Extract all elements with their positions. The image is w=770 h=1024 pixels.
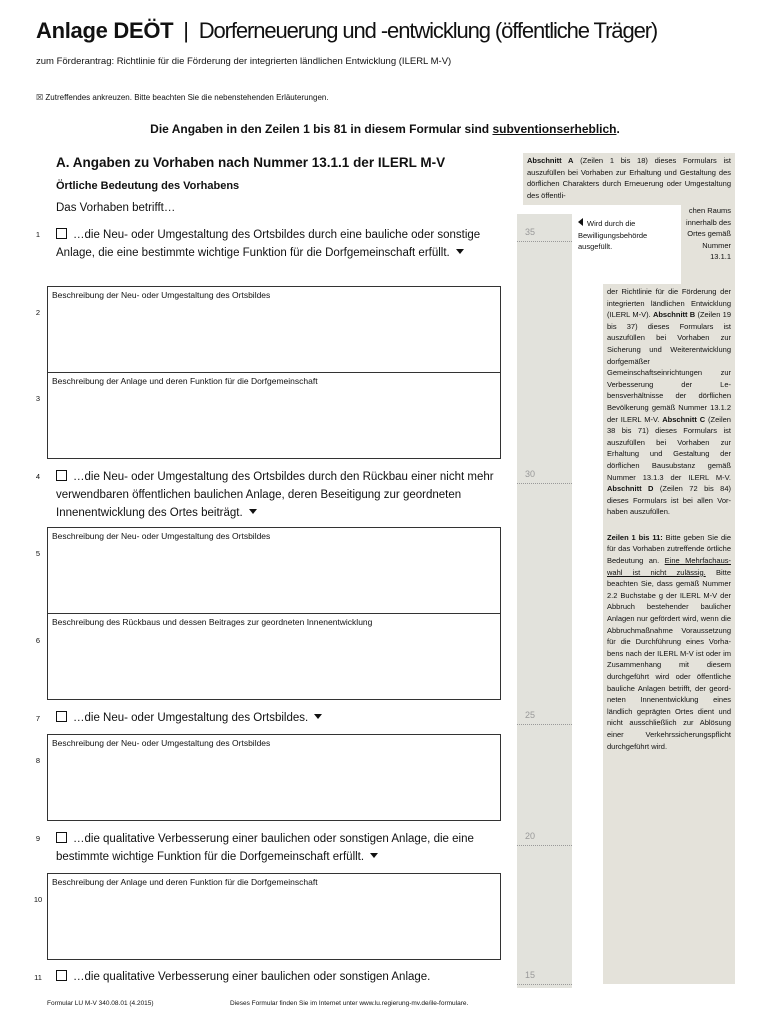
- footer-form-id: Formular LU M-V 340.08.01 (4.2015): [47, 1000, 154, 1007]
- left-arrow-icon: [578, 218, 583, 226]
- option-text: …die qualitative Verbesserung einer baulichen oder sonstigen Anlage.: [73, 971, 431, 983]
- sidebar-narrow: chen Raums innerhalb des Ortes gemäß Nummer 13.1.1: [681, 205, 735, 284]
- row-number: 9: [35, 834, 41, 843]
- description-field[interactable]: [47, 734, 501, 821]
- field-label: Beschreibung der Neu- oder Umgestaltung des Ortsbildes: [52, 738, 271, 748]
- option-text: …die qualitative Verbesserung einer baulichen oder sonstigen Anlage, die eine bestimmte wichtige Funktion für die Dorfgemeinschaft erfüllt.: [56, 833, 474, 863]
- form-title-main: Anlage DEÖT: [36, 18, 174, 43]
- notice-end: .: [616, 122, 620, 136]
- description-field[interactable]: [47, 286, 501, 373]
- sidebar-rows-underlined: Eine Mehrfachauswahl ist nicht zulässig.: [607, 556, 731, 577]
- footer-url-note: Dieses Formular finden Sie im Internet unter www.lu.regierung-mv.de/ile-formulare.: [230, 1000, 469, 1007]
- field-label: Beschreibung der Anlage und deren Funktion für die Dorfgemeinschaft: [52, 877, 318, 887]
- option-checkbox[interactable]: [56, 228, 67, 239]
- sidebar-abs-b-text: (Zeilen 19 bis 37) dieses Formulars ist auszufüllen bei Vorhaben zur Sicherung und Weiterentwicklung dorfgemäßer Gemeinschaftseinrichtungen zur Verbesserung der Lebensverhältnisse der dörflichen Bevölkerung gemäß Nummer 13.1.2 der ILERL M-V.: [607, 310, 732, 424]
- row-number: 1: [35, 230, 41, 239]
- row-number: 10: [33, 895, 43, 904]
- sidebar-rows-text: Bitte geben Sie die für das Vorhaben zutreffende örtliche Bedeutung an.: [607, 532, 732, 566]
- sidebar-abs-a-text: (Zeilen 1 bis 18) dieses Formulars ist auszufüllen bei Vorhaben zur Erhaltung und Gestaltung des dörflichen Charakters durch Erneuerung oder Umgestaltung des öffentli-: [527, 156, 731, 200]
- scale-tick: 15: [517, 970, 572, 985]
- option-row-1[interactable]: [56, 226, 498, 262]
- form-title: [36, 18, 657, 44]
- option-checkbox[interactable]: [56, 470, 67, 481]
- sidebar-rows-text-2: Bitte beachten Sie, dass gemäß Nummer 2.2 Buchstabe g der ILERL M-V der Abbruch bestehender baulicher Anlagen nur gefördert wird, wenn die Abbruchmaßnahme Voraussetzung für die Durchführung eines Vorhabens nach der ILERL M-V ist oder im Zusammenhang mit diesem durchgeführt wird oder öffentliche bauliche Anlagen betrifft, der geordneten Innenentwicklung eines ländlich geprägten Ortes dient und nicht ausschließlich zur Ablösung einer Verkehrssicherungspflicht durchgeführt wird.: [607, 567, 732, 751]
- option-checkbox[interactable]: [56, 970, 67, 981]
- row-number: 7: [35, 714, 41, 723]
- description-field[interactable]: [47, 527, 501, 614]
- scale-tick: 35: [517, 227, 572, 242]
- scale-tick: 25: [517, 710, 572, 725]
- row-number: 2: [35, 308, 41, 317]
- notice-underlined: subventionserheblich: [492, 122, 617, 136]
- scale-tick: 30: [517, 469, 572, 484]
- option-checkbox[interactable]: [56, 711, 67, 722]
- option-row-7[interactable]: [56, 709, 498, 727]
- sidebar-abs-b-label: Abschnitt B: [652, 310, 696, 320]
- sidebar-abs-c-label: Abschnitt C: [662, 414, 706, 424]
- dropdown-arrow-icon[interactable]: [249, 509, 257, 514]
- option-row-11[interactable]: [56, 968, 498, 986]
- sidebar-top: [523, 153, 735, 205]
- sidebar-abs-a-rest: der Richtlinie für die Förderung der integrierten ländlichen Entwicklung (ILERL M-V).: [607, 287, 731, 320]
- section-subtitle: Örtliche Bedeutung des Vorhabens: [56, 180, 240, 192]
- row-number: 11: [34, 973, 42, 982]
- dropdown-arrow-icon[interactable]: [370, 853, 378, 858]
- form-title-sub: Dorferneuerung und -entwicklung (öffentliche Träger): [198, 18, 658, 43]
- field-label: Beschreibung der Neu- oder Umgestaltung des Ortsbildes: [52, 290, 271, 300]
- authority-note-text: Wird durch die Bewilligungsbehörde ausgefüllt.: [578, 219, 648, 251]
- sidebar-abs-c-text: (Zeilen 38 bis 71) dieses Formulars ist auszufüllen bei Vorhaben zur Erhaltung und Gestaltung der dörflichen Bausubstanz gemäß Nummer 13.1.3 der ILERL M-V.: [607, 414, 731, 482]
- sidebar-abs-a-label: Abschnitt A: [527, 156, 574, 165]
- section-lead: Das Vorhaben betrifft…: [56, 202, 176, 214]
- row-number: 5: [35, 549, 41, 558]
- sidebar-main: [603, 284, 735, 984]
- form-subline: zum Förderantrag: Richtlinie für die Förderung der integrierten ländlichen Entwicklung (ILERL M-V): [36, 56, 452, 67]
- line-scale: [517, 214, 572, 988]
- scale-tick: 20: [517, 831, 572, 846]
- description-field[interactable]: [47, 372, 501, 459]
- subsidy-notice: [0, 122, 770, 136]
- field-label: Beschreibung der Anlage und deren Funktion für die Dorfgemeinschaft: [52, 376, 318, 386]
- field-label: Beschreibung der Neu- oder Umgestaltung des Ortsbildes: [52, 531, 271, 541]
- dropdown-arrow-icon[interactable]: [314, 714, 322, 719]
- sidebar-abs-d-label: Abschnitt D: [607, 484, 654, 494]
- option-row-9[interactable]: [56, 830, 501, 866]
- field-label: Beschreibung des Rückbaus und dessen Beitrages zur geordneten Innenentwicklung: [52, 617, 373, 627]
- option-text: …die Neu- oder Umgestaltung des Ortsbildes durch eine bauliche oder sonstige Anlage, die eine bestimmte wichtige Funktion für die Dorfgemeinschaft erfüllt.: [56, 229, 481, 259]
- sidebar-rows-label: Zeilen 1 bis 11:: [607, 532, 663, 542]
- option-row-4[interactable]: [56, 468, 498, 522]
- sidebar-abs-d-text: (Zeilen 72 bis 84) dieses Formulars ist bei allen Vorhaben auszufüllen.: [607, 484, 731, 517]
- option-text: …die Neu- oder Umgestaltung des Ortsbildes durch den Rückbau einer nicht mehr verwendbaren öffentlichen baulichen Anlage, deren Beseitigung zur geordneten Innenentwicklung des Ortes beiträgt.: [56, 471, 494, 519]
- description-field[interactable]: [47, 873, 501, 960]
- row-number: 3: [35, 394, 41, 403]
- option-text: …die Neu- oder Umgestaltung des Ortsbildes.: [73, 712, 309, 724]
- dropdown-arrow-icon[interactable]: [456, 249, 464, 254]
- checkbox-hint: ☒ Zutreffendes ankreuzen. Bitte beachten Sie die nebenstehenden Erläuterungen.: [36, 93, 329, 102]
- row-number: 6: [35, 636, 41, 645]
- authority-note: [578, 218, 664, 253]
- description-field[interactable]: [47, 613, 501, 700]
- notice-text: Die Angaben in den Zeilen 1 bis 81 in diesem Formular sind: [150, 122, 493, 136]
- section-a-title: A. Angaben zu Vorhaben nach Nummer 13.1.1 der ILERL M-V: [56, 155, 446, 170]
- row-number: 8: [35, 756, 41, 765]
- title-separator: |: [183, 18, 189, 43]
- option-checkbox[interactable]: [56, 832, 67, 843]
- row-number: 4: [35, 472, 41, 481]
